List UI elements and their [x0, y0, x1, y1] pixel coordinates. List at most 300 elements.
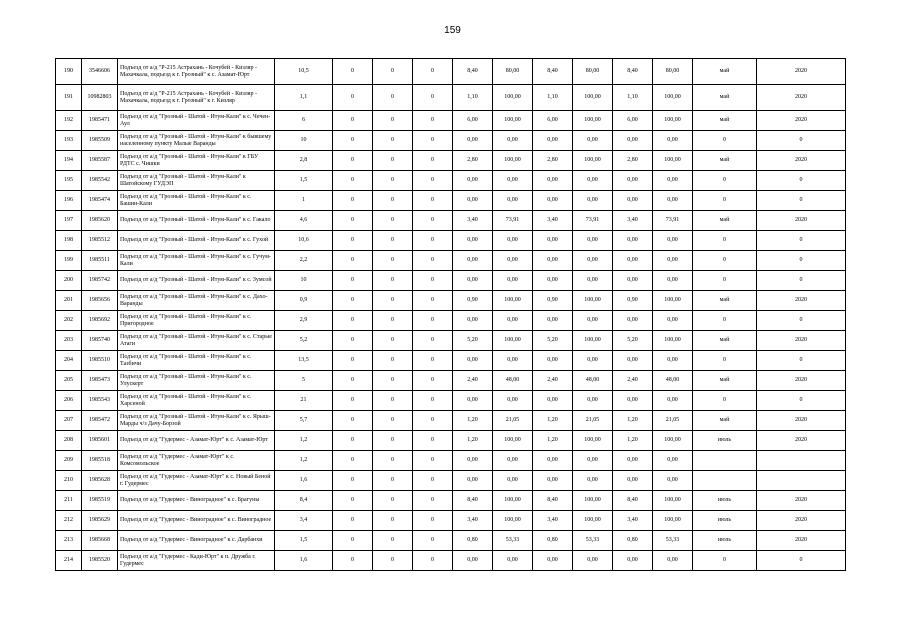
table-cell: 2,8: [275, 151, 333, 171]
table-cell: 1,20: [533, 431, 573, 451]
table-cell: 8,40: [453, 491, 493, 511]
road-name-cell: Подъезд от а/д "Грозный - Шатой - Итум-Кали" к с. Старые Атаги: [118, 331, 275, 351]
table-cell: май: [693, 59, 757, 85]
table-cell: 2020: [757, 431, 846, 451]
table-cell: 205: [56, 371, 82, 391]
table-cell: 0: [413, 151, 453, 171]
table-cell: 0: [333, 371, 373, 391]
road-name-cell: Подъезд от а/д "Грозный - Шатой - Итум-Кали" к с. Башин-Кали: [118, 191, 275, 211]
table-cell: 10,5: [275, 59, 333, 85]
table-cell: 0,9: [275, 291, 333, 311]
table-cell: 5,20: [533, 331, 573, 351]
table-cell: 200: [56, 271, 82, 291]
table-cell: 0: [757, 351, 846, 371]
table-cell: 0: [373, 111, 413, 131]
table-cell: 0: [413, 331, 453, 351]
table-cell: 1985472: [82, 411, 118, 431]
table-cell: 21: [275, 391, 333, 411]
table-cell: 0,00: [493, 171, 533, 191]
table-row: [56, 191, 846, 211]
table-cell: 0: [693, 391, 757, 411]
table-cell: 0: [413, 451, 453, 471]
table-cell: 21,05: [653, 411, 693, 431]
table-cell: 100,00: [493, 331, 533, 351]
road-name-cell: Подъезд от а/д "Грозный - Шатой - Итум-Кали" к с. Ярыш-Марды ч/з Дачу-Борзой: [118, 411, 275, 431]
table-cell: 0: [413, 491, 453, 511]
table-cell: 0,00: [573, 191, 613, 211]
table-cell: 0,00: [493, 311, 533, 331]
table-cell: 0,00: [453, 191, 493, 211]
table-cell: 0,00: [653, 551, 693, 571]
road-name-cell: Подъезд от а/д "Грозный - Шатой - Итум-Кали" к с. Гакало: [118, 211, 275, 231]
table-body: [56, 59, 846, 571]
road-name-cell: Подъезд от а/д "Р-215 Астрахань - Кочубей - Кизляр - Махачкала, подъезд к г. Грозный" к г. Кизляр: [118, 85, 275, 111]
table-cell: 0,00: [493, 191, 533, 211]
table-row: [56, 411, 846, 431]
table-cell: 1985510: [82, 351, 118, 371]
table-cell: 100,00: [653, 291, 693, 311]
table-cell: 0: [333, 211, 373, 231]
table-cell: 0,00: [533, 231, 573, 251]
table-cell: 0,00: [613, 551, 653, 571]
table-cell: 100,00: [573, 511, 613, 531]
table-cell: 3,40: [613, 211, 653, 231]
table-cell: 193: [56, 131, 82, 151]
table-cell: 0: [413, 351, 453, 371]
table-cell: 0: [413, 391, 453, 411]
table-cell: 0,00: [453, 171, 493, 191]
table-cell: 197: [56, 211, 82, 231]
table-cell: 0,00: [653, 131, 693, 151]
table-cell: 0,00: [653, 311, 693, 331]
table-cell: 0: [373, 271, 413, 291]
table-cell: 0,00: [533, 311, 573, 331]
table-cell: 0,00: [653, 231, 693, 251]
road-name-cell: Подъезд от а/д "Грозный - Шатой - Итум-Кали" к бывшему населенному пункту Малые Варанды: [118, 131, 275, 151]
table-cell: 0,00: [573, 351, 613, 371]
table-cell: 2020: [757, 85, 846, 111]
table-cell: 0,00: [573, 471, 613, 491]
table-cell: 0: [373, 531, 413, 551]
table-cell: 0: [333, 85, 373, 111]
road-name-cell: Подъезд от а/д "Грозный - Шатой - Итум-Кали" к с. Зумсой: [118, 271, 275, 291]
table-cell: 10982803: [82, 85, 118, 111]
table-cell: 0: [333, 551, 373, 571]
table-cell: 0,00: [613, 171, 653, 191]
table-cell: 0: [413, 311, 453, 331]
table-cell: 0: [333, 411, 373, 431]
table-cell: 2020: [757, 491, 846, 511]
table-cell: 0: [373, 251, 413, 271]
table-cell: 3,40: [453, 511, 493, 531]
table-cell: 100,00: [573, 291, 613, 311]
table-cell: 3,4: [275, 511, 333, 531]
table-cell: 0,90: [453, 291, 493, 311]
table-cell: 100,00: [653, 151, 693, 171]
table-cell: 0: [413, 211, 453, 231]
table-cell: 0,00: [533, 191, 573, 211]
table-cell: 0: [333, 231, 373, 251]
table-cell: 0,00: [533, 551, 573, 571]
table-cell: 0,00: [493, 391, 533, 411]
table-cell: 0: [333, 491, 373, 511]
table-cell: 0: [693, 251, 757, 271]
table-cell: май: [693, 331, 757, 351]
table-cell: 0,90: [613, 291, 653, 311]
table-cell: май: [693, 211, 757, 231]
table-cell: [757, 471, 846, 491]
table-cell: 0: [373, 151, 413, 171]
table-cell: 0: [373, 391, 413, 411]
table-cell: 0,00: [613, 351, 653, 371]
table-cell: 0: [333, 59, 373, 85]
table-cell: 13,5: [275, 351, 333, 371]
table-cell: 0,00: [533, 451, 573, 471]
table-cell: 1,20: [453, 411, 493, 431]
table-cell: 2,2: [275, 251, 333, 271]
table-cell: 1985511: [82, 251, 118, 271]
table-cell: 100,00: [573, 111, 613, 131]
table-cell: 3,40: [453, 211, 493, 231]
table-cell: 0,00: [533, 391, 573, 411]
table-cell: 1,2: [275, 451, 333, 471]
table-cell: 2020: [757, 371, 846, 391]
table-cell: 0,00: [573, 271, 613, 291]
table-cell: 1985471: [82, 111, 118, 131]
table-cell: 0: [413, 131, 453, 151]
table-cell: 0: [333, 351, 373, 371]
table-cell: 0,00: [653, 271, 693, 291]
table-row: [56, 231, 846, 251]
table-cell: 192: [56, 111, 82, 131]
table-row: [56, 85, 846, 111]
table-row: [56, 511, 846, 531]
table-cell: 0,00: [573, 171, 613, 191]
table-cell: 0: [373, 59, 413, 85]
table-cell: 100,00: [653, 431, 693, 451]
table-cell: 0: [373, 131, 413, 151]
table-cell: 2020: [757, 531, 846, 551]
table-cell: 5,2: [275, 331, 333, 351]
table-cell: 1985628: [82, 471, 118, 491]
table-cell: 0: [333, 471, 373, 491]
table-cell: 207: [56, 411, 82, 431]
table-cell: 2020: [757, 59, 846, 85]
table-cell: 0: [413, 531, 453, 551]
table-cell: 1,10: [613, 85, 653, 111]
table-cell: 0: [757, 191, 846, 211]
table-cell: 0,00: [493, 351, 533, 371]
table-cell: 80,00: [573, 59, 613, 85]
table-cell: 5,20: [613, 331, 653, 351]
table-cell: 100,00: [653, 111, 693, 131]
table-cell: 8,40: [613, 59, 653, 85]
table-cell: 0: [373, 191, 413, 211]
table-cell: 0,00: [533, 131, 573, 151]
table-cell: 0: [693, 131, 757, 151]
table-row: [56, 391, 846, 411]
road-name-cell: Подъезд от а/д "Грозный - Шатой - Итум-Кали" к ГБУ РДТС с. Чишки: [118, 151, 275, 171]
table-cell: 1985740: [82, 331, 118, 351]
table-cell: 0: [413, 291, 453, 311]
table-row: [56, 371, 846, 391]
table-cell: 5,20: [453, 331, 493, 351]
table-cell: 100,00: [493, 511, 533, 531]
table-cell: 100,00: [653, 511, 693, 531]
table-cell: 196: [56, 191, 82, 211]
table-cell: 0: [757, 311, 846, 331]
table-cell: [757, 451, 846, 471]
table-row: [56, 491, 846, 511]
table-cell: 0: [693, 351, 757, 371]
table-cell: 0: [373, 351, 413, 371]
table-cell: 0: [757, 231, 846, 251]
table-cell: 0: [413, 431, 453, 451]
table-cell: 1985542: [82, 171, 118, 191]
table-cell: 199: [56, 251, 82, 271]
table-cell: 0: [693, 551, 757, 571]
table-cell: 0: [373, 491, 413, 511]
table-cell: 0,90: [533, 291, 573, 311]
table-cell: май: [693, 291, 757, 311]
road-name-cell: Подъезд от а/д "Гудермес - Азамат-Юрт" к с. Новый Беной г. Гудермес: [118, 471, 275, 491]
table-cell: 73,91: [573, 211, 613, 231]
table-cell: 3,40: [613, 511, 653, 531]
table-cell: 208: [56, 431, 82, 451]
table-cell: 0,00: [613, 271, 653, 291]
table-cell: 80,00: [653, 59, 693, 85]
table-cell: 2020: [757, 511, 846, 531]
table-cell: 0,00: [453, 251, 493, 271]
table-cell: 1985587: [82, 151, 118, 171]
table-cell: 0: [693, 191, 757, 211]
table-cell: 190: [56, 59, 82, 85]
table-cell: 0: [413, 251, 453, 271]
table-cell: 100,00: [493, 151, 533, 171]
table-row: [56, 251, 846, 271]
table-cell: 0,00: [533, 271, 573, 291]
table-cell: 10: [275, 271, 333, 291]
table-cell: 0,00: [653, 391, 693, 411]
table-cell: июль: [693, 431, 757, 451]
table-cell: 0: [413, 85, 453, 111]
table-cell: май: [693, 85, 757, 111]
table-cell: 194: [56, 151, 82, 171]
table-cell: 2,80: [613, 151, 653, 171]
table-cell: 5,7: [275, 411, 333, 431]
table-cell: 0: [333, 391, 373, 411]
table-row: [56, 211, 846, 231]
table-cell: 0: [333, 311, 373, 331]
table-cell: 0: [413, 371, 453, 391]
table-cell: 0: [373, 85, 413, 111]
table-cell: 0: [413, 551, 453, 571]
table-cell: 80,00: [493, 59, 533, 85]
table-cell: 0,00: [493, 551, 533, 571]
table-cell: [693, 471, 757, 491]
table-cell: 0,00: [493, 271, 533, 291]
table-cell: 1985601: [82, 431, 118, 451]
table-cell: 0,00: [573, 131, 613, 151]
table-cell: 0: [373, 171, 413, 191]
table-cell: 0,00: [453, 231, 493, 251]
table-cell: май: [693, 111, 757, 131]
table-cell: 100,00: [573, 491, 613, 511]
table-cell: июль: [693, 511, 757, 531]
table-cell: 0,00: [493, 131, 533, 151]
table-cell: 0,00: [573, 451, 613, 471]
table-cell: 5: [275, 371, 333, 391]
table-cell: 0: [373, 291, 413, 311]
table-cell: 0,00: [453, 471, 493, 491]
table-cell: 1985692: [82, 311, 118, 331]
table-cell: 0,00: [613, 231, 653, 251]
table-cell: 100,00: [653, 85, 693, 111]
table-cell: 0: [333, 531, 373, 551]
table-cell: 1985519: [82, 491, 118, 511]
table-cell: 0,00: [533, 351, 573, 371]
table-row: [56, 531, 846, 551]
table-cell: 4,6: [275, 211, 333, 231]
table-cell: 10,6: [275, 231, 333, 251]
table-cell: 1985620: [82, 211, 118, 231]
road-name-cell: Подъезд от а/д "Грозный - Шатой - Итум-Кали" к с. Дахо-Варанды: [118, 291, 275, 311]
table-cell: 0: [757, 551, 846, 571]
table-cell: 1985474: [82, 191, 118, 211]
table-cell: 0: [413, 511, 453, 531]
road-registry-table: [55, 58, 846, 571]
table-cell: 0,00: [653, 351, 693, 371]
table-cell: 0,00: [573, 551, 613, 571]
table-cell: 0: [693, 171, 757, 191]
table-cell: май: [693, 151, 757, 171]
table-cell: 1,10: [453, 85, 493, 111]
table-cell: 0,00: [453, 551, 493, 571]
table-cell: 0: [373, 551, 413, 571]
table-cell: 0,00: [493, 251, 533, 271]
table-cell: 0: [757, 271, 846, 291]
table-cell: 2,80: [453, 151, 493, 171]
table-cell: 0: [757, 171, 846, 191]
table-cell: 2020: [757, 291, 846, 311]
table-cell: 1,1: [275, 85, 333, 111]
table-cell: 210: [56, 471, 82, 491]
table-cell: 211: [56, 491, 82, 511]
table-cell: 0: [333, 111, 373, 131]
table-cell: 0: [413, 411, 453, 431]
table-cell: 0,00: [613, 191, 653, 211]
table-cell: 195: [56, 171, 82, 191]
table-cell: 0: [373, 371, 413, 391]
table-cell: 0: [757, 391, 846, 411]
table-cell: 0,00: [613, 451, 653, 471]
table-cell: 8,40: [453, 59, 493, 85]
table-cell: 100,00: [573, 431, 613, 451]
table-cell: 3546606: [82, 59, 118, 85]
table-cell: 1,20: [613, 411, 653, 431]
table-cell: 100,00: [653, 491, 693, 511]
table-cell: 0: [333, 331, 373, 351]
table-row: [56, 431, 846, 451]
table-cell: 202: [56, 311, 82, 331]
table-cell: 21,05: [493, 411, 533, 431]
road-name-cell: Подъезд от а/д "Гудермес - Виноградное" к с. Виноградное: [118, 511, 275, 531]
table-cell: 8,4: [275, 491, 333, 511]
table-cell: 0: [693, 271, 757, 291]
road-name-cell: Подъезд от а/д "Гудермес - Азамат-Юрт" к с. Азамат-Юрт: [118, 431, 275, 451]
table-cell: 21,05: [573, 411, 613, 431]
road-name-cell: Подъезд от а/д "Гудермес - Кади-Юрт" к п. Дружба г. Гудермес: [118, 551, 275, 571]
table-cell: 203: [56, 331, 82, 351]
table-cell: 73,91: [493, 211, 533, 231]
table-cell: 0: [333, 191, 373, 211]
table-cell: 0: [333, 251, 373, 271]
table-cell: 0: [333, 451, 373, 471]
table-row: [56, 291, 846, 311]
table-cell: 48,00: [653, 371, 693, 391]
road-name-cell: Подъезд от а/д "Гудермес - Азамат-Юрт" к с. Комсомольское: [118, 451, 275, 471]
table-cell: 0: [693, 231, 757, 251]
table-cell: 1,6: [275, 551, 333, 571]
table-cell: 0: [333, 271, 373, 291]
table-cell: 8,40: [533, 59, 573, 85]
table-row: [56, 351, 846, 371]
table-cell: 2020: [757, 211, 846, 231]
table-cell: 0: [333, 431, 373, 451]
table-cell: 0: [373, 431, 413, 451]
road-name-cell: Подъезд от а/д "Гудермес - Виноградное" к с. Дарбанхи: [118, 531, 275, 551]
table-cell: 100,00: [493, 431, 533, 451]
table-row: [56, 111, 846, 131]
table-cell: 0,00: [533, 471, 573, 491]
table-cell: 6,00: [453, 111, 493, 131]
table-cell: [693, 451, 757, 471]
table-cell: 53,33: [653, 531, 693, 551]
table-cell: 201: [56, 291, 82, 311]
table-cell: 1985518: [82, 451, 118, 471]
table-cell: 0: [373, 211, 413, 231]
table-cell: 0,00: [653, 191, 693, 211]
table-cell: 0,00: [573, 251, 613, 271]
table-cell: 1985512: [82, 231, 118, 251]
table-cell: 0,00: [613, 471, 653, 491]
table-cell: 0: [413, 171, 453, 191]
table-row: [56, 451, 846, 471]
road-name-cell: Подъезд от а/д "Грозный - Шатой - Итум-Кали" к с. Тазбичи: [118, 351, 275, 371]
table-cell: 0: [757, 131, 846, 151]
table-cell: 191: [56, 85, 82, 111]
road-name-cell: Подъезд от а/д "Грозный - Шатой - Итум-Кали" к с. Чечен-Аул: [118, 111, 275, 131]
table-cell: 53,33: [493, 531, 533, 551]
table-cell: июль: [693, 531, 757, 551]
table-cell: 0: [413, 191, 453, 211]
table-cell: 0,00: [573, 231, 613, 251]
table-cell: 0: [333, 511, 373, 531]
table-cell: 100,00: [493, 491, 533, 511]
table-cell: 0,80: [613, 531, 653, 551]
table-row: [56, 171, 846, 191]
table-cell: 0,80: [533, 531, 573, 551]
table-cell: 0: [413, 111, 453, 131]
table-cell: 1,5: [275, 531, 333, 551]
table-cell: 206: [56, 391, 82, 411]
table-cell: 0,80: [453, 531, 493, 551]
table-cell: 0: [413, 59, 453, 85]
table-cell: 0,00: [653, 451, 693, 471]
table-cell: 0: [333, 151, 373, 171]
table-cell: 0,00: [573, 311, 613, 331]
table-row: [56, 551, 846, 571]
